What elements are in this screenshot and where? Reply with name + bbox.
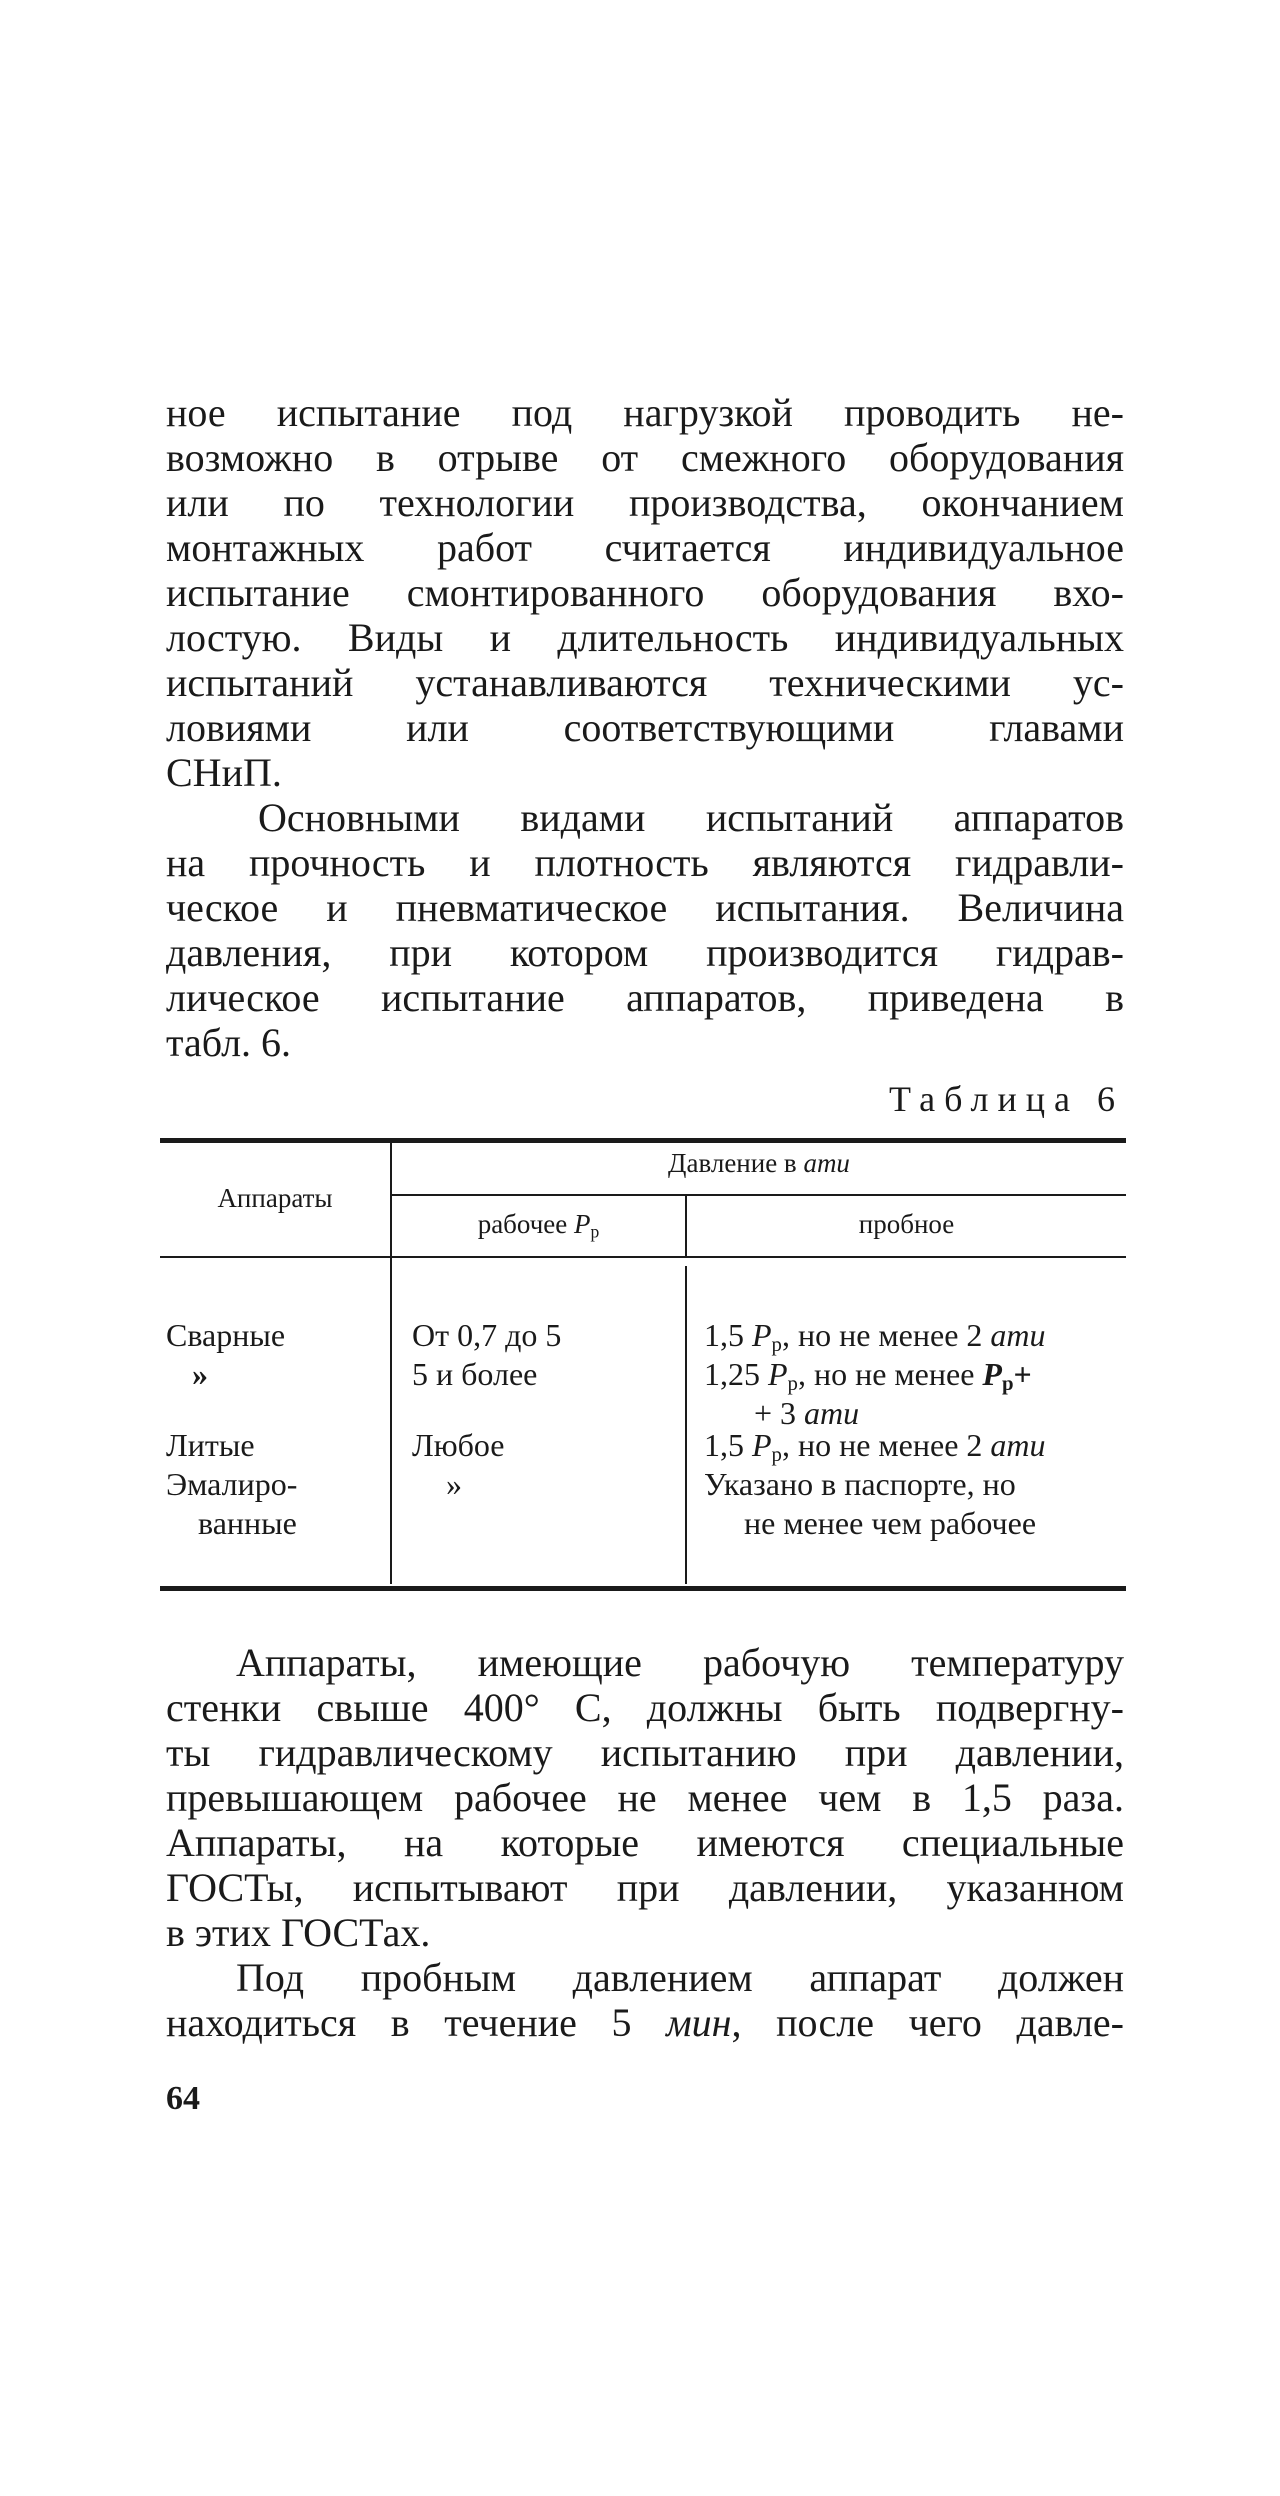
text-line: монтажных работ считается индивидуальное [166, 525, 1124, 570]
header-working-pressure: рабочее $P_р$ [477, 1209, 600, 1242]
text-line: давления, при котором производится гидрав- [166, 930, 1124, 975]
text-line: ческое и пневматическое испытания. Величина [166, 885, 1124, 930]
table-bottom-rule [160, 1586, 1126, 1591]
text-line: СНиП. [166, 750, 282, 795]
text-line: испытание смонтированного оборудования вхо- [166, 570, 1124, 615]
text-line: лостую. Виды и длительность индивидуальных [166, 615, 1124, 660]
text-line: ное испытание под нагрузкой проводить не- [166, 390, 1124, 435]
paragraph-1 [166, 390, 1124, 795]
text-line: или по технологии производства, окончанием [166, 480, 1124, 525]
text-line: ловиями или соответствующими главами [166, 705, 1124, 750]
table-cell: Любое [412, 1427, 505, 1463]
table-cell: Эмалиро- [166, 1466, 298, 1502]
text-line: табл. 6. [166, 1020, 292, 1065]
table-cell: 1,25 $P_р$, но не менее $P_р+$ [704, 1356, 1032, 1396]
paragraph-2 [166, 795, 1124, 1065]
text-line: испытаний устанавливаются техническими ус- [166, 660, 1124, 705]
table-cell: не менее чем рабочее [744, 1505, 1037, 1541]
header-group-rule [392, 1194, 1126, 1196]
header-test-pressure: пробное [858, 1209, 955, 1239]
header-apparatus: Аппараты [217, 1183, 333, 1213]
table-caption: Таблица 6 [889, 1079, 1124, 1119]
text-line: возможно в отрыве от смежного оборудования [166, 435, 1124, 480]
table-cell: ванные [198, 1505, 297, 1541]
header-bottom-rule [160, 1256, 1126, 1258]
table-cell: Литые [166, 1427, 255, 1463]
table-cell: 1,5 $P_р$, но не менее 2 ати [704, 1317, 1046, 1357]
text-line: находиться в течение 5 мин, после чего давле- [166, 2000, 1125, 2045]
table-cell: » [446, 1466, 462, 1502]
text-line: в этих ГОСТах. [166, 1910, 431, 1955]
text-line: превышающем рабочее не менее чем в 1,5 раза. [166, 1775, 1124, 1820]
header-pressure-group: Давление в ати [668, 1148, 850, 1178]
column-divider [685, 1266, 687, 1584]
table-cell: Указано в паспорте, но [704, 1466, 1016, 1502]
table-cell: + 3 ати [754, 1395, 860, 1431]
paragraph-3 [166, 1640, 1124, 1955]
text-line: Под пробным давлением аппарат должен [236, 1955, 1124, 2000]
table-cell: От 0,7 до 5 [412, 1317, 562, 1353]
table-cell: 5 и более [412, 1356, 538, 1392]
page-number: 64 [166, 2080, 200, 2117]
paragraph-4 [166, 1955, 1124, 2045]
text-line: Аппараты, на которые имеются специальные [166, 1820, 1124, 1865]
table-cell: 1,5 $P_р$, но не менее 2 ати [704, 1427, 1046, 1467]
text-line: на прочность и плотность являются гидравли- [166, 840, 1124, 885]
table-top-rule [160, 1138, 1126, 1143]
text-line: ГОСТы, испытывают при давлении, указанном [166, 1865, 1124, 1910]
text-line: Основными видами испытаний аппаратов [258, 795, 1124, 840]
table-cell: » [192, 1356, 208, 1392]
table-cell: Сварные [166, 1317, 286, 1353]
text-line: лическое испытание аппаратов, приведена в [166, 975, 1124, 1020]
text-line: ты гидравлическому испытанию при давлении, [166, 1730, 1124, 1775]
text-line: Аппараты, имеющие рабочую температуру [236, 1640, 1124, 1685]
text-line: стенки свыше 400° С, должны быть подвергну- [166, 1685, 1124, 1730]
